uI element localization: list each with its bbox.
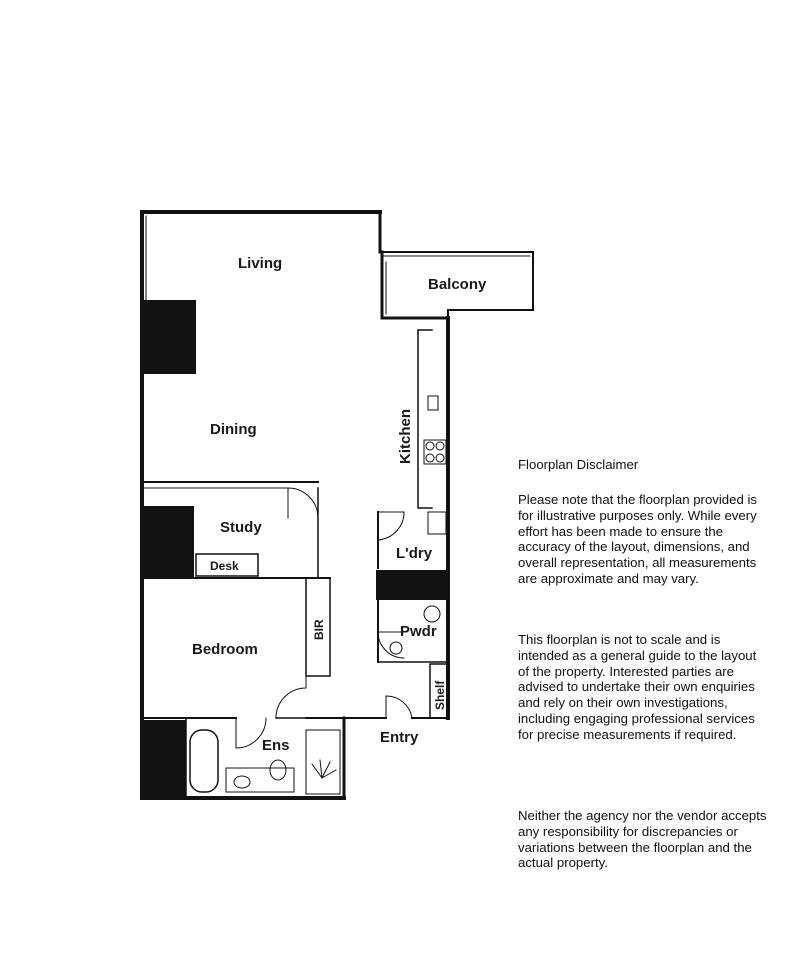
room-label-bedroom: Bedroom (192, 641, 258, 658)
bathtub (190, 730, 218, 792)
column-study (142, 506, 194, 578)
kitchen-bench (418, 330, 432, 508)
powder-toilet (424, 606, 440, 622)
ensuite-vanity (226, 768, 294, 792)
room-label-shelf: Shelf (433, 680, 447, 710)
study-door (288, 488, 318, 518)
room-label-powder: Pwdr (400, 623, 437, 640)
room-label-dining: Dining (210, 421, 257, 438)
room-label-laundry: L'dry (396, 545, 433, 562)
room-label-kitchen: Kitchen (397, 408, 414, 464)
kitchen-sink (428, 396, 438, 410)
room-label-study: Study (220, 519, 262, 536)
laundry-door (378, 512, 404, 540)
disclaimer-paragraph-3: Neither the agency nor the vendor accepts any responsibility for discrepancies or variations between the floorplan and the actual property. (518, 808, 767, 871)
room-label-desk: Desk (210, 559, 239, 573)
bedroom-door (276, 676, 306, 718)
walls (142, 212, 533, 798)
disclaimer-paragraph-2: This floorplan is not to scale and is intended as a general guide to the layout of the property. Interested parties are advised to undertake their own enquiries and rely on their own investigations, including engaging professional services for precise measurements if required. (518, 632, 757, 742)
powder-basin (390, 642, 402, 654)
room-label-ensuite: Ens (262, 737, 290, 754)
room-label-living: Living (238, 255, 283, 272)
disclaimer-paragraph-1: Please note that the floorplan provided is for illustrative purposes only. While every effort has been made to ensure the accuracy of the layout, dimensions, and overall representation, all measurements are approximate and may vary. (518, 492, 757, 586)
room-label-entry: Entry (380, 729, 419, 746)
ensuite-toilet (270, 760, 286, 780)
room-label-bir: BIR (312, 619, 326, 640)
column-living (142, 300, 196, 374)
room-label-balcony: Balcony (428, 276, 487, 293)
entry-door (386, 696, 412, 718)
floorplan-disclaimer (510, 450, 772, 930)
shower-fan (312, 760, 336, 778)
column-ensuite (142, 720, 186, 798)
disclaimer-title: Floorplan Disclaimer (518, 457, 639, 472)
laundry-tub (428, 512, 446, 534)
column-laundry (376, 570, 448, 600)
ensuite-basin (234, 776, 250, 788)
